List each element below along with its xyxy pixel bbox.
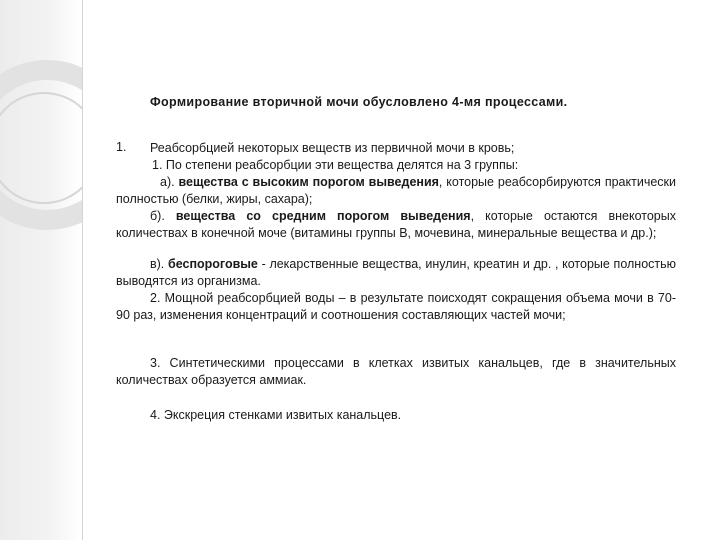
paragraph-text: 4. Экскреция стенками извитых канальцев. xyxy=(150,408,402,422)
paragraph-text: 3. Синтетическими процессами в клетках извитых канальцев, где в значительных количествах образуется аммиак. xyxy=(116,356,676,387)
group-c-term: беспороговые xyxy=(167,257,258,271)
group-a-prefix: а). xyxy=(160,175,179,189)
group-b-text: , которые остаются внекоторых количествах в конечной моче (витамины группы В, мочевина, минеральные вещества и др.); xyxy=(116,209,676,240)
item-number: 1. xyxy=(116,140,127,154)
paragraph-excretion xyxy=(116,407,676,424)
group-b-prefix: б). xyxy=(150,209,176,223)
group-a-term: вещества с высоким порогом выведения xyxy=(178,175,439,189)
paragraph-group-a xyxy=(116,174,676,208)
slide-title: Формирование вторичной мочи обусловлено 4-мя процессами. xyxy=(150,95,568,109)
paragraph-reabsorption xyxy=(150,140,676,157)
paragraph-group-c xyxy=(116,256,676,290)
paragraph-text: 2. Мощной реабсорбцией воды – в результате поисходят сокращения объема мочи в 70-90 раз, изменения концентраций и соотношения составляющих частей мочи; xyxy=(116,291,676,322)
group-c-prefix: в). xyxy=(150,257,168,271)
paragraph-text: Реабсорбцией некоторых веществ из первичной мочи в кровь; xyxy=(150,141,515,155)
paragraph-group-b xyxy=(116,208,676,242)
paragraph-text: 1. По степени реабсорбции эти вещества делятся на 3 группы: xyxy=(152,158,519,172)
group-c-text: - лекарственные вещества, инулин, креатин и др. , которые полностью выводятся из организма. xyxy=(116,257,677,288)
group-b-term: вещества со средним порогом выведения xyxy=(175,209,471,223)
paragraph-synthesis xyxy=(116,355,676,389)
paragraph-water-reabsorption xyxy=(116,290,676,324)
group-a-text: , которые реабсорбируются практически полностью (белки, жиры, сахара); xyxy=(116,175,676,206)
paragraph-groups xyxy=(116,157,676,174)
